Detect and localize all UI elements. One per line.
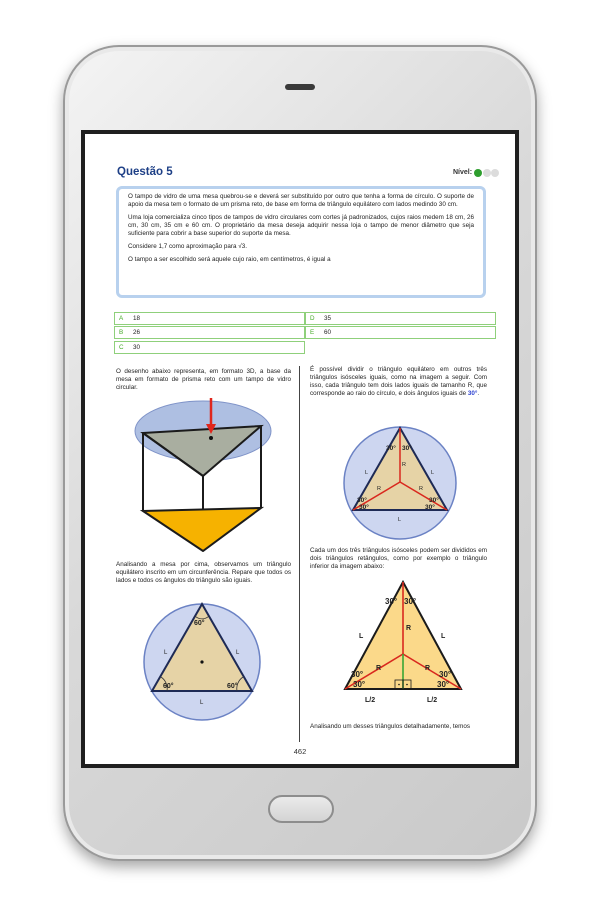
level-dot-1 [474,169,482,177]
question-paragraph-2: Uma loja comercializa cinco tipos de tampos de vidro circulares com cortes já padronizados, cujos raios medem 18 cm, 26 cm, 30 cm, 35 cm e 60 cm. O proprietário da mesa deseja adquirir nessa loja o tampo de menor diâmetro que seja suficiente para cobrir a base superior do suporte da mesa. [128,214,474,237]
column-divider [299,366,300,742]
angle-30-top-right: 30° [404,597,417,606]
level-dot-3 [491,169,499,177]
radius-label-1: R [402,462,406,468]
angle-left-label: 60° [163,683,174,690]
document-page [85,134,515,764]
question-paragraph-3: Considere 1,7 como aproximação para √3. [128,243,247,250]
option-value: 35 [324,315,332,322]
angle-30-e: 30° [429,497,439,504]
angle-30-right-upper: 30° [439,670,452,679]
half-base-right: L/2 [427,697,438,704]
angle-30-top-left: 30° [385,597,398,606]
highlight-angle: 30° [467,390,478,397]
option-b[interactable] [114,326,305,339]
question-box [116,186,486,298]
right-text-2: Cada um dos três triângulos isósceles podem ser divididos em dois triângulos retângulos, como por exemplo o triângulo inferior da imagem abaixo: [310,547,487,570]
level-dot-2 [483,169,491,177]
question-title: Questão 5 [117,166,173,178]
side-l-bottom: L [398,517,402,523]
page-number: 462 [293,747,307,756]
option-value: 60 [324,329,332,336]
radius-right-label: R [425,665,431,672]
side-l-right: L [431,470,435,476]
option-value: 18 [133,315,141,322]
left-text-1: O desenho abaixo representa, em formato 3D, a base da mesa em formato de prisma reto com um tampo de vidro circular. [116,368,291,391]
side-left-label: L [164,650,168,656]
right-triangle-figure [333,578,473,706]
right-text-1 [310,366,487,398]
angle-right-label: 60° [227,683,238,690]
angle-30-d: 30° [359,504,369,511]
question-paragraph-4: O tampo a ser escolhido será aquele cujo raio, em centímetros, é igual a [128,256,331,263]
right-text-1-end: . [477,390,480,397]
option-c[interactable] [114,341,305,354]
angle-30-c: 30° [357,497,367,504]
angle-30-left-upper: 30° [351,670,364,679]
option-letter: A [119,315,124,322]
radius-vertical-label: R [406,625,412,632]
option-letter: E [310,329,315,336]
right-text-1-main: É possível dividir o triângulo equilátero em outros três triângulos isósceles iguais, como na imagem a seguir. Com isso, cada triângulo tem dois lados iguais de tamanho R, que corresponde ao raio do círculo, e dois ângulos iguais de [310,366,487,397]
home-button[interactable] [268,795,334,823]
radius-left-label: R [376,665,382,672]
angle-30-right-lower: 30° [437,680,450,689]
option-d[interactable] [305,312,496,325]
radius-label-3: R [419,486,423,492]
option-letter: B [119,329,124,336]
side-right-label: L [236,650,240,656]
angle-30-f: 30° [425,504,435,511]
angle-30-a: 30° [386,445,396,452]
right-text-3: Analisando um desses triângulos detalhadamente, temos [310,723,470,730]
left-text-2: Analisando a mesa por cima, observamos um triângulo equilátero inscrito em um circunferência. Repare que todos os lados e todos os ângulos do triângulo são iguais. [116,561,291,584]
three-isosceles-figure [339,424,461,542]
speaker-grille [285,84,315,90]
level-label: Nível: [453,169,473,176]
side-bottom-label: L [200,700,204,706]
option-letter: D [310,315,315,322]
prism-3d-figure [133,396,273,552]
option-value: 30 [133,344,141,351]
screen [81,130,519,768]
option-value: 26 [133,329,141,336]
angle-top-label: 60° [194,620,205,627]
equilateral-triangle-figure [139,600,265,722]
question-paragraph-1: O tampo de vidro de uma mesa quebrou-se e deverá ser substituído por outro que tenha a forma de círculo. O suporte de apoio da mesa tem o formato de um prisma reto, de base em forma de triângulo equilátero com lados medindo 30 cm. [128,193,474,208]
option-letter: C [119,344,124,351]
angle-30-b: 30° [402,445,412,452]
option-e[interactable] [305,326,496,339]
option-a[interactable] [114,312,305,325]
radius-label-2: R [377,486,381,492]
side-left-label: L [359,633,364,640]
half-base-left: L/2 [365,697,376,704]
angle-30-left-lower: 30° [353,680,366,689]
side-right-label: L [441,633,446,640]
side-l-left: L [365,470,369,476]
